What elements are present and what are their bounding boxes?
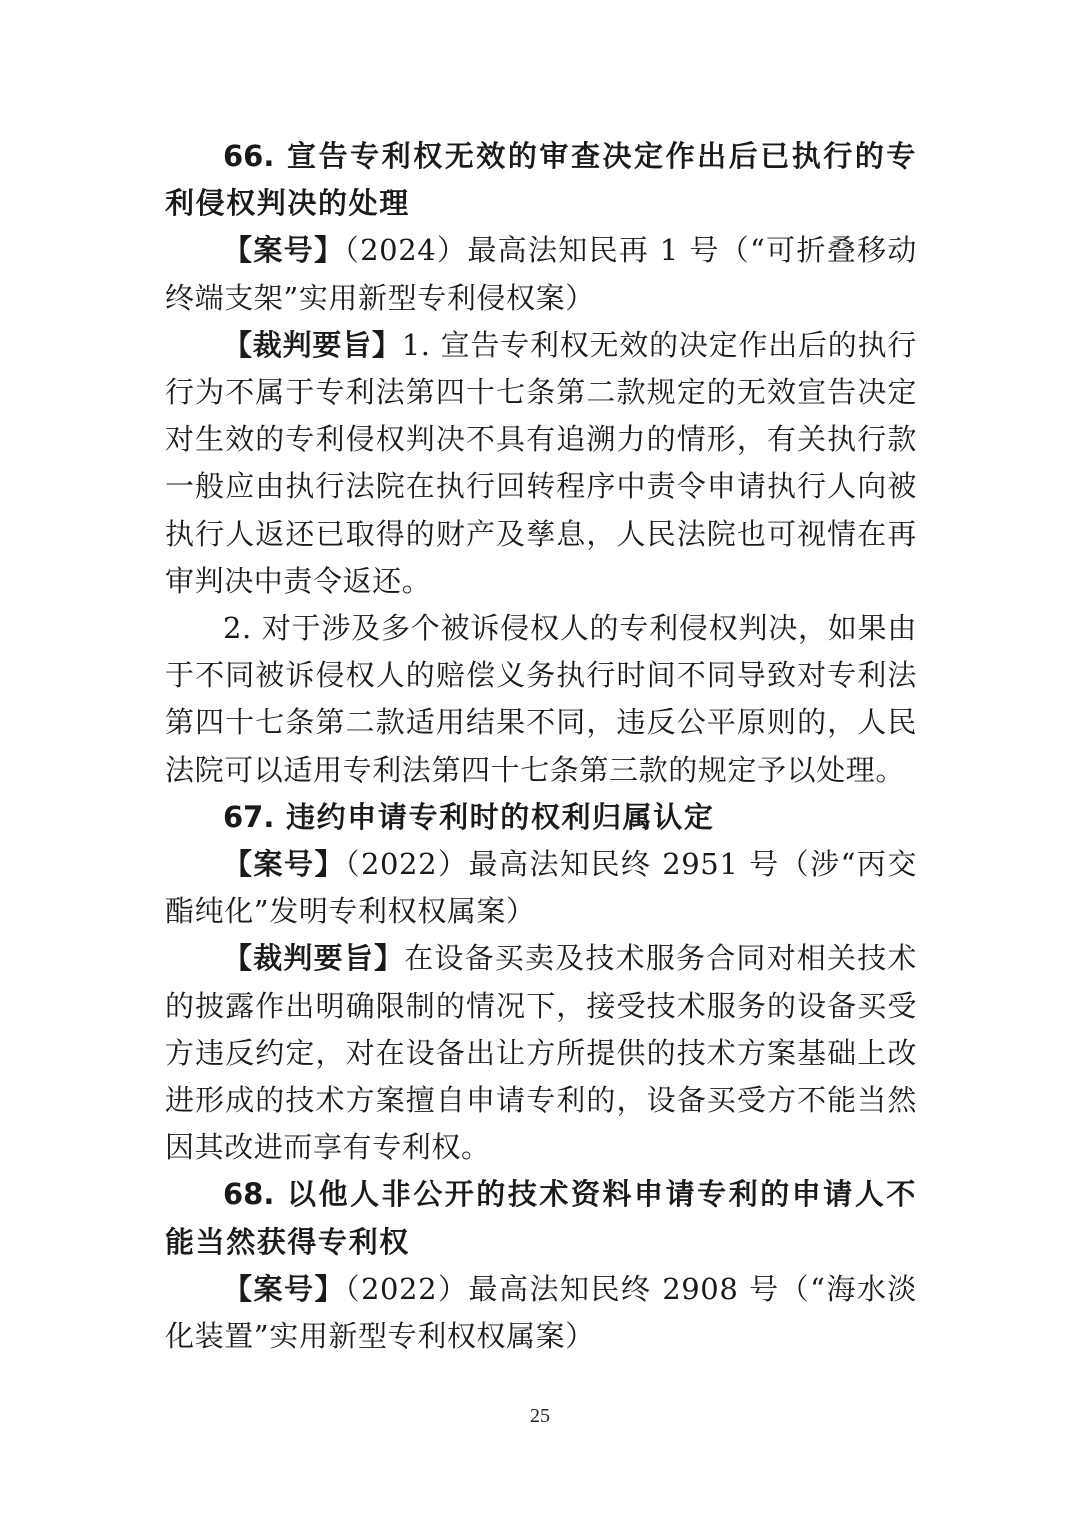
case-label: 【案号】: [223, 847, 345, 882]
document-body: [165, 133, 917, 1360]
case-text: （2022）最高法知民终 2908 号（“海水淡化装置”实用新型专利权权属案）: [165, 1271, 917, 1354]
section-number: 67.: [223, 799, 275, 834]
section-number: 66.: [223, 139, 275, 173]
gist-text: 在设备买卖及技术服务合同对相关技术的披露作出明确限制的情况下，接受技术服务的设备买受方违反约定，对在设备出让方所提供的技术方案基础上改进形成的技术方案擅自申请专利的，设备买受方不能当然因其改进而享有专利权。: [165, 941, 917, 1165]
case-label: 【案号】: [223, 233, 345, 268]
section-title: 以他人非公开的技术资料申请专利的申请人不能当然获得专利权: [165, 1177, 917, 1259]
ruling-gist-paragraph: [165, 322, 917, 605]
case-number-paragraph: [165, 227, 917, 321]
ruling-gist-paragraph: [165, 605, 917, 794]
gist-text: 1. 宣告专利权无效的决定作出后的执行行为不属于专利法第四十七条第二款规定的无效宣告决定对生效的专利侵权判决不具有追溯力的情形，有关执行款一般应由执行法院在执行回转程序中责令申请执行人向被执行人返还已取得的财产及孳息，人民法院也可视情在再审判决中责令返还。: [165, 327, 917, 598]
section-title: 违约申请专利时的权利归属认定: [286, 799, 715, 834]
gist-label: 【裁判要旨】: [223, 941, 405, 976]
gist-label: 【裁判要旨】: [223, 327, 402, 362]
section-heading-67: [165, 794, 917, 841]
section-heading-68: [165, 1171, 917, 1265]
section-title: 宣告专利权无效的审查决定作出后已执行的专利侵权判决的处理: [165, 139, 917, 221]
case-label: 【案号】: [223, 1271, 345, 1306]
case-text: （2022）最高法知民终 2951 号（涉“丙交酯纯化”发明专利权权属案）: [165, 847, 917, 929]
case-number-paragraph: [165, 841, 917, 935]
case-number-paragraph: [165, 1266, 917, 1360]
case-text: （2024）最高法知民再 1 号（“可折叠移动终端支架”实用新型专利侵权案）: [165, 233, 917, 315]
gist-text: 2. 对于涉及多个被诉侵权人的专利侵权判决，如果由于不同被诉侵权人的赔偿义务执行时间不同导致对专利法第四十七条第二款适用结果不同，违反公平原则的，人民法院可以适用专利法第四十七条第三款的规定予以处理。: [165, 611, 917, 787]
section-number: 68.: [223, 1177, 275, 1212]
page-number: 25: [530, 1405, 550, 1427]
ruling-gist-paragraph: [165, 935, 917, 1171]
section-heading-66: [165, 133, 917, 227]
